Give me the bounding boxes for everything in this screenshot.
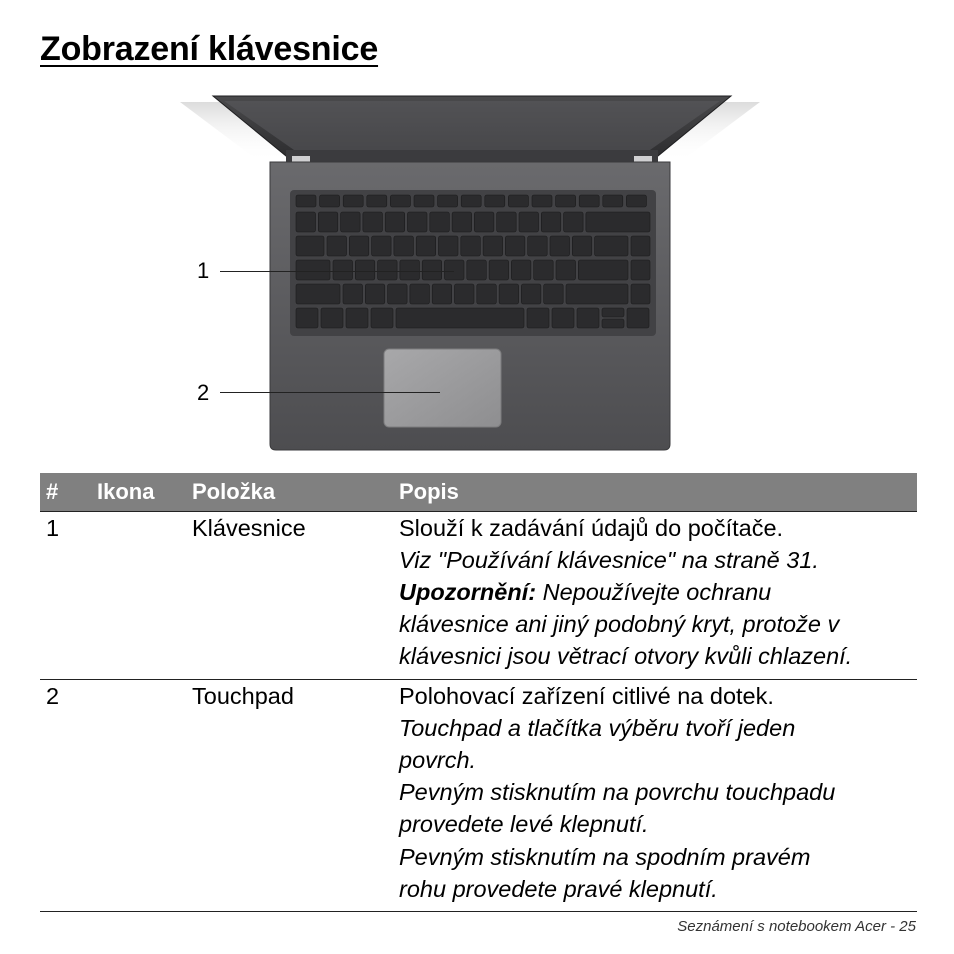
description-line: rohu provedete pravé klepnutí. [399, 875, 718, 902]
page-footer: Seznámení s notebookem Acer - 25 [677, 918, 916, 935]
keyboard-key [410, 284, 430, 304]
keyboard-key [363, 212, 383, 232]
warning-line: klávesnice ani jiný podobný kryt, protože v [399, 611, 840, 638]
keyboard-key [489, 260, 509, 280]
callout-1-line [220, 271, 454, 272]
description-line: Slouží k zadávání údajů do počítače. [399, 514, 784, 541]
keyboard-key [483, 236, 503, 256]
keyboard-key [532, 195, 552, 207]
keyboard-key [408, 212, 428, 232]
keyboard-key [390, 195, 410, 207]
keyboard-key [528, 236, 548, 256]
keyboard-key [631, 236, 650, 256]
keyboard-key [355, 260, 375, 280]
keyboard-key [461, 195, 481, 207]
keyboard-key [422, 260, 442, 280]
keyboard-key [385, 212, 405, 232]
keyboard-key [414, 195, 434, 207]
keyboard-key [631, 284, 650, 304]
keyboard-key [296, 284, 340, 304]
keyboard-key [343, 284, 363, 304]
keyboard-key [318, 212, 338, 232]
keyboard-key [521, 284, 541, 304]
keyboard-key [544, 284, 564, 304]
keyboard-key [534, 260, 554, 280]
row-number: 1 [40, 511, 91, 679]
keyboard-key [371, 308, 393, 328]
keyboard-key [586, 212, 650, 232]
touchpad [384, 349, 501, 427]
keyboard-key [452, 212, 472, 232]
keyboard-key [455, 284, 475, 304]
keyboard-key [438, 195, 458, 207]
laptop-keyboard-figure [180, 92, 760, 456]
description-line: Pevným stisknutím na spodním pravém [399, 843, 811, 870]
row-item: Touchpad [186, 679, 393, 911]
keyboard-key [519, 212, 539, 232]
keyboard-key [296, 195, 316, 207]
keyboard-key [566, 284, 628, 304]
warning-label: Upozornění: [399, 578, 537, 605]
keyboard-key [631, 260, 650, 280]
description-line: Pevným stisknutím na povrchu touchpadu [399, 779, 836, 806]
keyboard-key [595, 236, 628, 256]
callout-2-label: 2 [197, 380, 210, 405]
laptop-illustration [180, 92, 760, 456]
page-title: Zobrazení klávesnice [40, 30, 379, 68]
callout-1-label: 1 [197, 258, 210, 283]
spec-table [40, 473, 917, 912]
cross-reference: Viz "Používání klávesnice" na straně 31. [399, 546, 819, 573]
keyboard-key [461, 236, 481, 256]
keyboard-key [578, 260, 628, 280]
keyboard-key [556, 260, 576, 280]
keyboard-key [320, 195, 340, 207]
keyboard-key [327, 236, 347, 256]
keyboard-key [485, 195, 505, 207]
header-icon: Ikona [91, 473, 186, 511]
keyboard-key [341, 212, 361, 232]
warning-line [399, 576, 911, 608]
keyboard-key [627, 308, 649, 328]
keyboard-key [572, 236, 592, 256]
table-header-row [40, 473, 917, 511]
header-description: Popis [393, 473, 917, 511]
keyboard-key [346, 308, 368, 328]
keyboard-key [296, 212, 316, 232]
keyboard-key [602, 319, 624, 328]
warning-line: klávesnici jsou větrací otvory kvůli chlazení. [399, 643, 853, 670]
keyboard-key [508, 195, 528, 207]
keyboard-key [556, 195, 576, 207]
keyboard-key [467, 260, 487, 280]
description-line: Polohovací zařízení citlivé na dotek. [399, 682, 774, 709]
keyboard-key [577, 308, 599, 328]
table-row [40, 511, 917, 679]
keyboard-key [343, 195, 363, 207]
keyboard-key [477, 284, 497, 304]
keyboard-key [367, 195, 387, 207]
keyboard-key [296, 260, 330, 280]
keyboard-key [372, 236, 392, 256]
keyboard-key [430, 212, 450, 232]
keyboard-key [439, 236, 459, 256]
row-item: Klávesnice [186, 511, 393, 679]
callout-2-line [220, 392, 440, 393]
keyboard-key [296, 308, 318, 328]
keyboard-key [511, 260, 531, 280]
keyboard-key [552, 308, 574, 328]
keyboard-key [445, 260, 465, 280]
keyboard-key [296, 236, 324, 256]
keyboard-key [550, 236, 570, 256]
keyboard-key [527, 308, 549, 328]
keyboard-key [505, 236, 525, 256]
description-line: povrch. [399, 746, 477, 773]
keyboard-key [365, 284, 385, 304]
keyboard-key [541, 212, 561, 232]
table-row [40, 679, 917, 911]
row-icon [91, 679, 186, 911]
keyboard-key [579, 195, 599, 207]
header-number: # [40, 473, 91, 511]
warning-text: Nepoužívejte ochranu [536, 578, 772, 605]
keyboard-key [388, 284, 408, 304]
row-description [393, 511, 917, 679]
lid-screen [224, 101, 720, 150]
keyboard-key [564, 212, 584, 232]
header-item: Položka [186, 473, 393, 511]
row-number: 2 [40, 679, 91, 911]
keyboard-key [416, 236, 436, 256]
keyboard-key [602, 308, 624, 317]
keyboard-key [333, 260, 353, 280]
description-line: provedete levé klepnutí. [399, 811, 649, 838]
keyboard-key [603, 195, 623, 207]
keyboard-key [474, 212, 494, 232]
keyboard-key [497, 212, 517, 232]
keyboard-key [499, 284, 518, 304]
keyboard-key [378, 260, 398, 280]
keyboard-key [400, 260, 420, 280]
description-line: Touchpad a tlačítka výběru tvoří jeden [399, 714, 796, 741]
keyboard-key [626, 195, 646, 207]
keyboard-key [394, 236, 414, 256]
keyboard-key [396, 308, 524, 328]
keyboard-key [432, 284, 452, 304]
keyboard-key [349, 236, 369, 256]
keyboard-key [321, 308, 343, 328]
row-icon [91, 511, 186, 679]
row-description [393, 679, 917, 911]
